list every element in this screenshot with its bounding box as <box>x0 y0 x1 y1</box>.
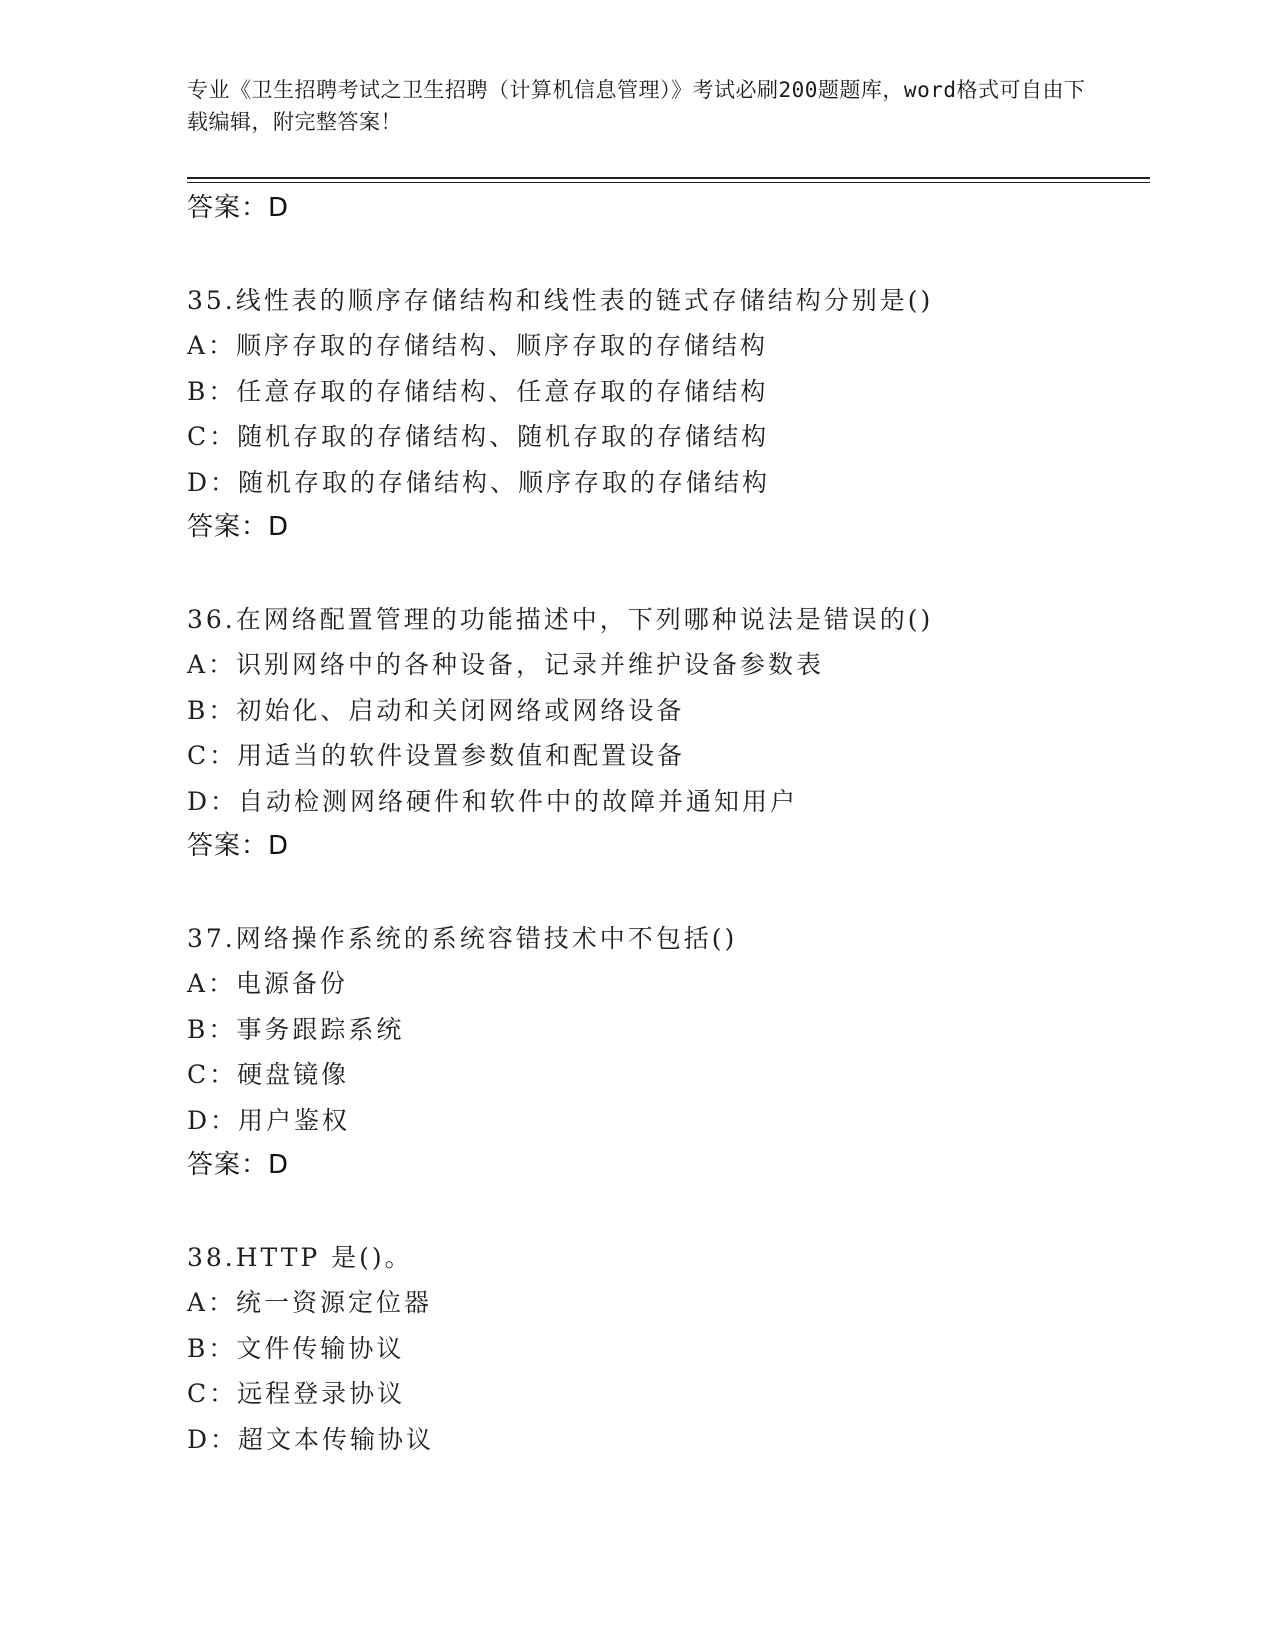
question-stem: 37.网络操作系统的系统容错技术中不包括() <box>187 923 738 953</box>
question-35 <box>187 278 1137 551</box>
document-intro: 专业《卫生招聘考试之卫生招聘（计算机信息管理）》考试必刷200题题库，word格式可自由下载编辑，附完整答案！ <box>187 78 1086 134</box>
header-divider-thin <box>187 182 1150 183</box>
option-c: C：硬盘镜像 <box>187 1060 350 1089</box>
question-stem: 35.线性表的顺序存储结构和线性表的链式存储结构分别是() <box>187 285 934 315</box>
option-a: A：顺序存取的存储结构、顺序存取的存储结构 <box>187 331 769 360</box>
option-d: D：用户鉴权 <box>187 1105 351 1135</box>
option-d: D：自动检测网络硬件和软件中的故障并通知用户 <box>187 786 799 816</box>
answer-line: 答案：D <box>187 1150 290 1180</box>
question-37 <box>187 916 1137 1189</box>
option-c: C：远程登录协议 <box>187 1379 406 1408</box>
option-b: B：事务跟踪系统 <box>187 1014 405 1044</box>
option-c: C：随机存取的存储结构、随机存取的存储结构 <box>187 422 770 451</box>
option-b: B：文件传输协议 <box>187 1333 405 1363</box>
question-stem: 38.HTTP 是()。 <box>187 1242 413 1272</box>
option-d: D：随机存取的存储结构、顺序存取的存储结构 <box>187 467 771 497</box>
question-38 <box>187 1235 1137 1463</box>
option-b: B：初始化、启动和关闭网络或网络设备 <box>187 695 685 725</box>
option-a: A：电源备份 <box>187 969 349 998</box>
header-divider-thick <box>187 177 1150 179</box>
answer-line: 答案：D <box>187 512 290 542</box>
answer-line: 答案：D <box>187 831 290 861</box>
question-stem: 36.在网络配置管理的功能描述中，下列哪种说法是错误的() <box>187 604 934 634</box>
question-list <box>187 186 1137 1462</box>
question-36 <box>187 597 1137 870</box>
option-a: A：识别网络中的各种设备，记录并维护设备参数表 <box>187 650 825 679</box>
option-c: C：用适当的软件设置参数值和配置设备 <box>187 741 686 770</box>
option-d: D：超文本传输协议 <box>187 1424 435 1454</box>
option-a: A：统一资源定位器 <box>187 1288 433 1317</box>
option-b: B：任意存取的存储结构、任意存取的存储结构 <box>187 376 769 406</box>
answer-line: 答案：D <box>187 193 290 223</box>
